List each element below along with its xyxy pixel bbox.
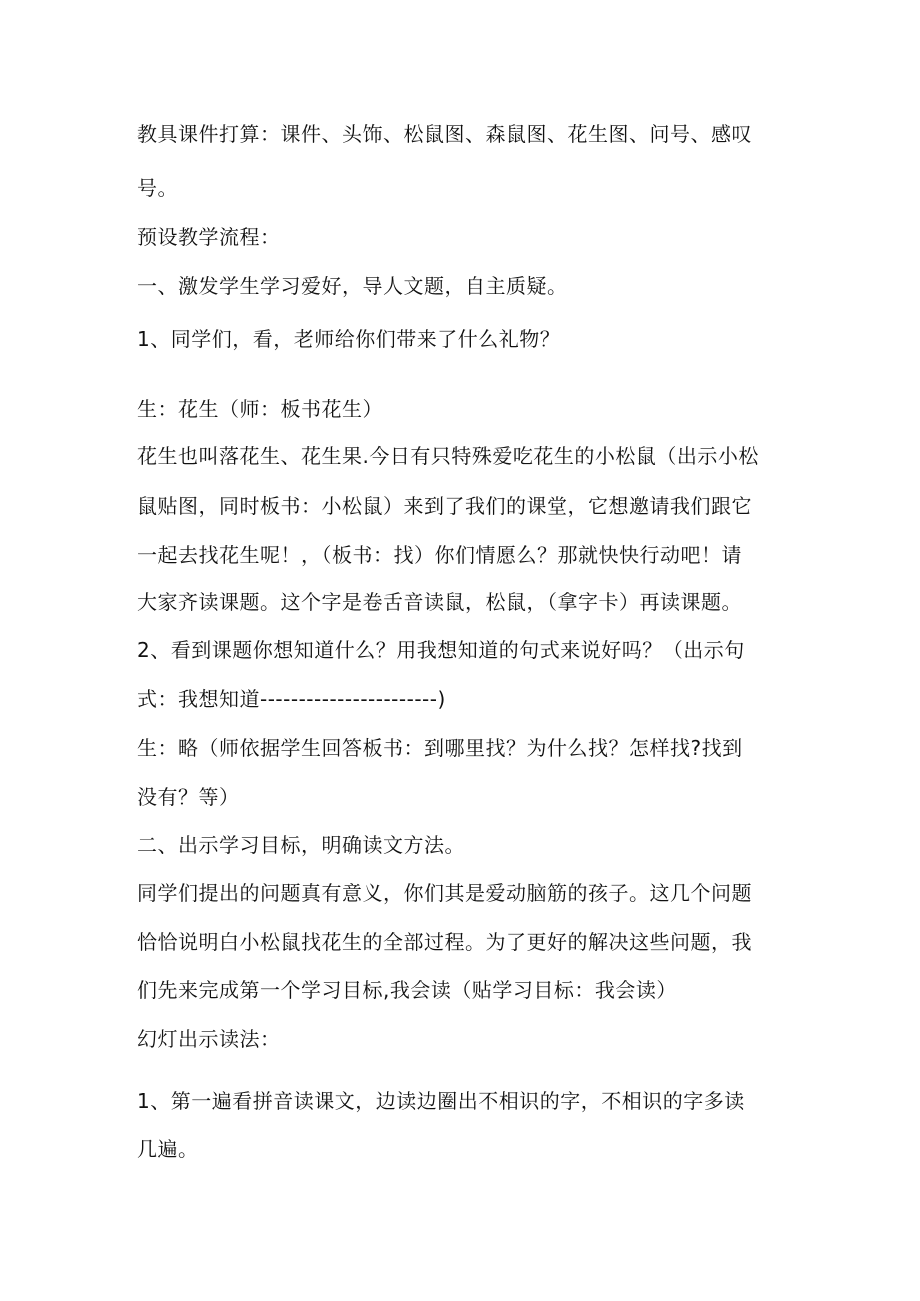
- text-line: 幻灯出示读法：: [137, 1027, 281, 1051]
- text-line: 2、看到课题你想知道什么？用我想知道的句式来说好吗？（出示句: [137, 638, 745, 662]
- text-line: 式：我想知道-----------------------): [137, 687, 446, 711]
- text-line: 鼠贴图，同时板书：小松鼠）来到了我们的课堂，它想邀请我们跟它: [137, 494, 752, 518]
- text-line: 1、第一遍看拼音读课文，边读边圈出不相识的字，不相识的字多读: [137, 1089, 745, 1113]
- text-line: 预设教学流程：: [137, 225, 281, 249]
- text-line: 教具课件打算：课件、头饰、松鼠图、森鼠图、花生图、问号、感叹: [137, 122, 752, 146]
- text-line: 花生也叫落花生、花生果.今日有只特殊爱吃花生的小松鼠（出示小松: [137, 444, 759, 468]
- text-line: 没有？等）: [137, 785, 240, 809]
- text-line: 号。: [137, 176, 178, 200]
- text-line: 生：略（师依据学生回答板书：到哪里找？为什么找？怎样找?找到: [137, 736, 743, 760]
- section-heading: 一、激发学生学习爱好，导人文题，自主质疑。: [137, 274, 568, 298]
- text-line: 一起去找花生呢！，（板书：找）你们情愿么？那就快快行动吧！请: [137, 543, 742, 567]
- text-line: 1、同学们，看，老师给你们带来了什么礼物？: [137, 327, 561, 351]
- text-line: 生：花生（师：板书花生）: [137, 397, 383, 421]
- text-line: 恰恰说明白小松鼠找花生的全部过程。为了更好的解决这些问题，我: [137, 930, 752, 954]
- section-heading: 二、出示学习目标，明确读文方法。: [137, 833, 465, 857]
- text-line: 同学们提出的问题真有意义，你们其是爱动脑筋的孩子。这几个问题: [137, 881, 752, 905]
- text-line: 几遍。: [137, 1137, 199, 1161]
- text-line: 大家齐读课题。这个字是卷舌音读鼠，松鼠，（拿字卡）再读课题。: [137, 590, 742, 614]
- text-line: 们先来完成第一个学习目标,我会读（贴学习目标：我会读）: [137, 978, 677, 1002]
